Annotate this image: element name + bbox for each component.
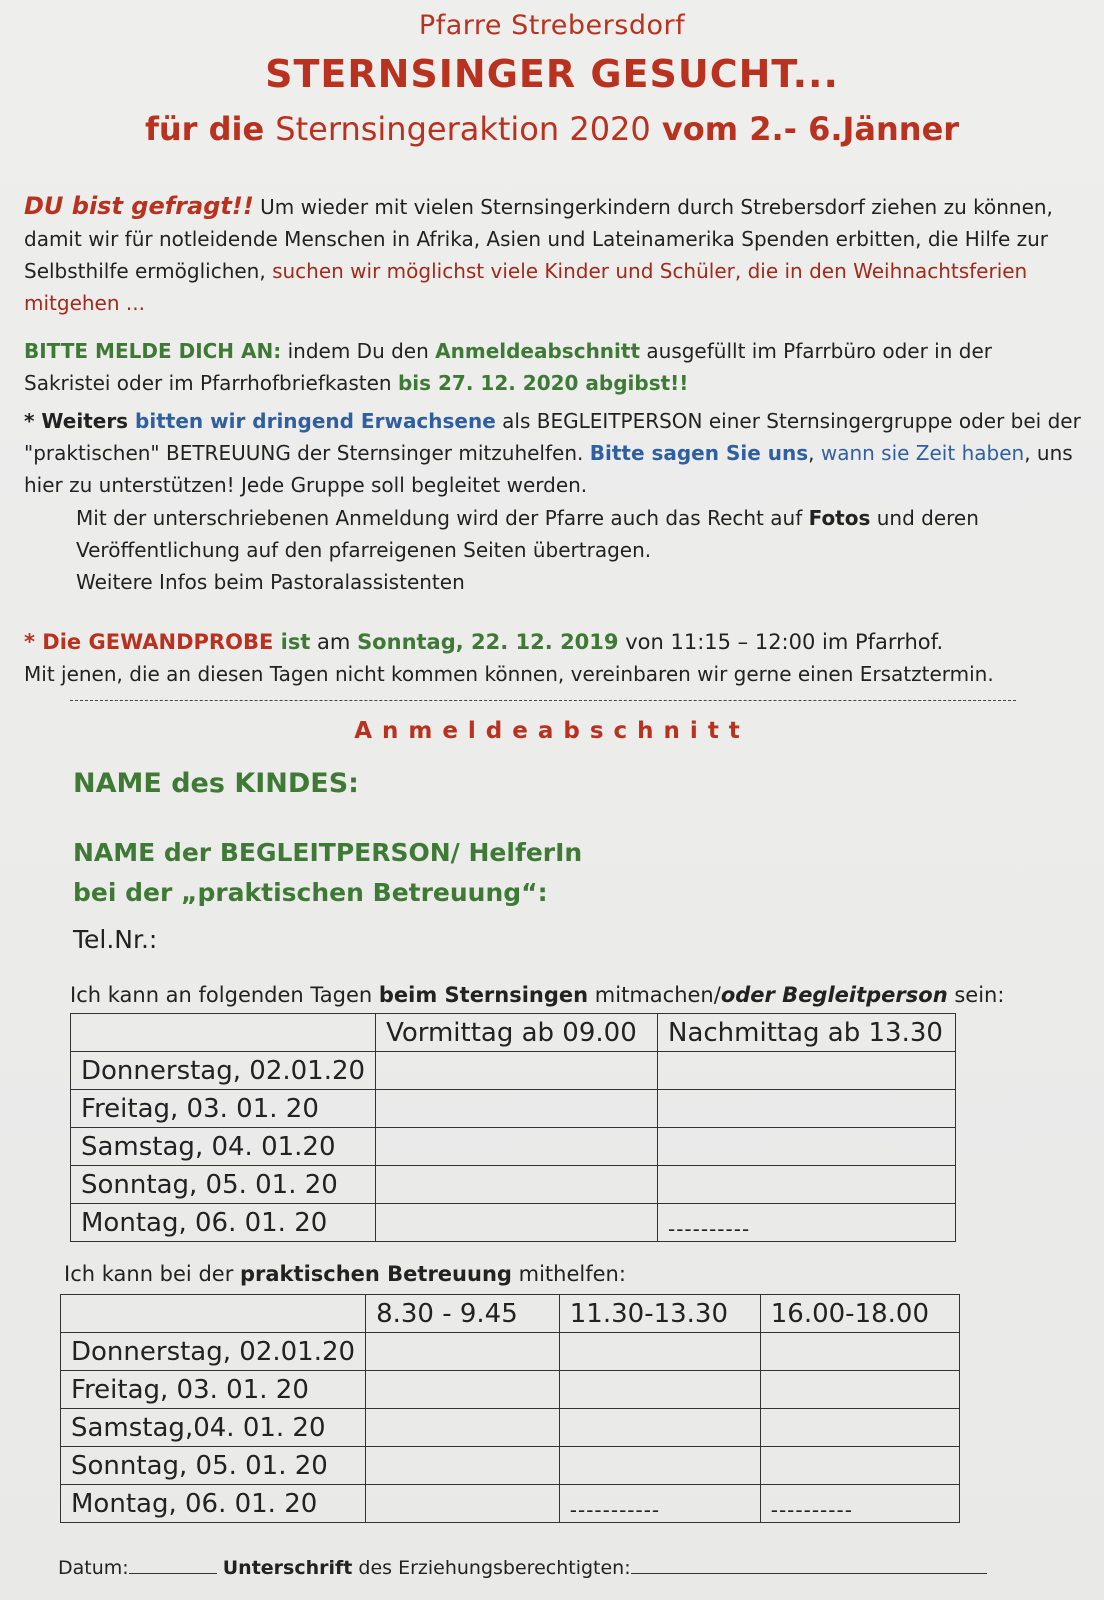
checkbox-cell[interactable] xyxy=(376,1052,658,1090)
checkbox-cell[interactable] xyxy=(658,1128,956,1166)
checkbox-cell[interactable] xyxy=(559,1371,760,1409)
date-field[interactable] xyxy=(129,1555,217,1574)
table2-intro xyxy=(64,1262,626,1286)
checkbox-cell[interactable] xyxy=(376,1204,658,1242)
checkbox-cell[interactable] xyxy=(760,1409,959,1447)
day-cell: Freitag, 03. 01. 20 xyxy=(71,1090,376,1128)
day-cell: Samstag, 04. 01.20 xyxy=(71,1128,376,1166)
checkbox-cell[interactable] xyxy=(559,1333,760,1371)
signature-field[interactable] xyxy=(631,1555,987,1574)
intro-bold: beim Sternsingen xyxy=(378,983,589,1007)
signature-line xyxy=(58,1555,987,1579)
fitting-date: Sonntag, 22. 12. 2019 xyxy=(357,630,619,654)
intro-text: mitmachen/ xyxy=(588,983,721,1007)
checkbox-cell[interactable] xyxy=(559,1409,760,1447)
table-row xyxy=(61,1333,960,1371)
fitting-ist: ist xyxy=(273,630,311,654)
adults-weiters: Weiters xyxy=(41,409,136,433)
signature-label-bold: Unterschrift xyxy=(222,1557,353,1579)
table-row xyxy=(71,1166,956,1204)
checkbox-cell[interactable] xyxy=(559,1447,760,1485)
checkbox-cell[interactable] xyxy=(658,1090,956,1128)
checkbox-cell[interactable] xyxy=(658,1052,956,1090)
adults-ask: Bitte sagen Sie uns xyxy=(589,441,809,465)
photo-word: Fotos xyxy=(808,506,871,530)
header-cell: 8.30 - 9.45 xyxy=(366,1295,560,1333)
unavailable-cell: ---------- xyxy=(658,1204,956,1242)
checkbox-cell[interactable] xyxy=(366,1485,560,1523)
intro-bold: praktischen Betreuung xyxy=(240,1262,512,1286)
bullet-star: * xyxy=(24,409,42,433)
singing-days-table xyxy=(70,1013,956,1242)
intro-text: Ich kann bei der xyxy=(64,1262,240,1286)
table-row xyxy=(71,1128,956,1166)
table-header-row xyxy=(61,1295,960,1333)
companion-name-label-2: bei der „praktischen Betreuung“: xyxy=(73,878,548,907)
table-header-row xyxy=(71,1014,956,1052)
table-row xyxy=(71,1052,956,1090)
signup-text: indem Du den xyxy=(281,339,436,363)
intro-paragraph xyxy=(24,190,1084,319)
photo-consent xyxy=(76,502,1076,598)
checkbox-cell[interactable] xyxy=(366,1447,560,1485)
fitting-alt: Mit jenen, die an diesen Tagen nicht kommen können, vereinbaren wir gerne einen Ersatztermin. xyxy=(24,662,994,686)
signup-deadline: bis 27. 12. 2020 abgibst!! xyxy=(397,371,689,395)
subtitle-part: Sternsingeraktion 2020 xyxy=(275,110,651,148)
form-heading: Anmeldeabschnitt xyxy=(354,718,750,744)
checkbox-cell[interactable] xyxy=(376,1128,658,1166)
header-cell: 11.30-13.30 xyxy=(559,1295,760,1333)
checkbox-cell[interactable] xyxy=(658,1166,956,1204)
table-row xyxy=(61,1485,960,1523)
signup-paragraph xyxy=(24,335,1084,399)
header-cell xyxy=(61,1295,366,1333)
signature-label: des Erziehungsberechtigten: xyxy=(352,1557,631,1579)
table-row xyxy=(61,1409,960,1447)
phone-label: Tel.Nr.: xyxy=(73,925,158,954)
checkbox-cell[interactable] xyxy=(366,1409,560,1447)
fitting-time: von 11:15 – 12:00 im Pfarrhof. xyxy=(618,630,944,654)
header-cell: Nachmittag ab 13.30 xyxy=(658,1014,956,1052)
header-cell: 16.00-18.00 xyxy=(760,1295,959,1333)
subtitle-part: für die xyxy=(144,110,276,148)
adults-paragraph xyxy=(24,405,1084,501)
companion-name-label: NAME der BEGLEITPERSON/ HelferIn xyxy=(73,838,583,867)
checkbox-cell[interactable] xyxy=(760,1447,959,1485)
unavailable-cell: ---------- xyxy=(760,1485,959,1523)
day-cell: Donnerstag, 02.01.20 xyxy=(61,1333,366,1371)
intro-text: Ich kann an folgenden Tagen xyxy=(70,983,379,1007)
checkbox-cell[interactable] xyxy=(376,1166,658,1204)
signup-lead: BITTE MELDE DICH AN: xyxy=(24,339,282,363)
header-cell: Vormittag ab 09.00 xyxy=(376,1014,658,1052)
adults-text: , uns hier zu unterstützen! Jede Gruppe soll begleitet werden. xyxy=(24,441,1073,497)
fitting-paragraph xyxy=(24,626,1084,690)
unavailable-cell: ----------- xyxy=(559,1485,760,1523)
checkbox-cell[interactable] xyxy=(760,1333,959,1371)
date-label: Datum: xyxy=(58,1557,129,1579)
cut-line xyxy=(70,700,1016,701)
adults-request: bitten wir dringend Erwachsene xyxy=(135,409,496,433)
day-cell: Donnerstag, 02.01.20 xyxy=(71,1052,376,1090)
day-cell: Montag, 06. 01. 20 xyxy=(71,1204,376,1242)
checkbox-cell[interactable] xyxy=(376,1090,658,1128)
care-times-table xyxy=(60,1294,960,1523)
page-subtitle xyxy=(0,110,1104,148)
photo-text: Mit der unterschriebenen Anmeldung wird der Pfarre auch das Recht auf xyxy=(76,506,809,530)
adults-text: als BEGLEITPERSON einer Sternsingergruppe oder bei der "praktischen" BETREUUNG der Sternsinger mitzuhelfen. xyxy=(24,409,1081,465)
table1-intro xyxy=(70,983,1004,1007)
child-name-label: NAME des KINDES: xyxy=(73,768,359,799)
intro-bold: oder Begleitperson xyxy=(720,983,948,1007)
day-cell: Sonntag, 05. 01. 20 xyxy=(61,1447,366,1485)
day-cell: Montag, 06. 01. 20 xyxy=(61,1485,366,1523)
subtitle-part: vom 2.- 6.Jänner xyxy=(650,110,960,148)
signup-text: ausgefüllt im Pfarrbüro oder in der Sakristei oder im Pfarrhofbriefkasten xyxy=(24,339,992,395)
fitting-am: am xyxy=(310,630,358,654)
intro-text: sein: xyxy=(947,983,1005,1007)
table-row xyxy=(71,1204,956,1242)
checkbox-cell[interactable] xyxy=(366,1333,560,1371)
fitting-name: Die GEWANDPROBE xyxy=(42,630,274,654)
header-cell xyxy=(71,1014,376,1052)
table-row xyxy=(71,1090,956,1128)
adults-comma: , xyxy=(808,441,821,465)
intro-text: mithelfen: xyxy=(511,1262,626,1286)
intro-lead: DU bist gefragt!! xyxy=(24,192,254,220)
table-row xyxy=(61,1371,960,1409)
info-line: Weitere Infos beim Pastoralassistenten xyxy=(76,570,465,594)
intro-text: Um wieder mit vielen Sternsingerkindern durch Strebersdorf ziehen zu können, damit wir für notleidende Menschen in Afrika, Asien und Lateinamerika Spenden erbitten, die Hilfe zur Selbsthilfe ermöglichen, xyxy=(24,195,1053,283)
adults-when: wann sie Zeit haben xyxy=(820,441,1025,465)
checkbox-cell[interactable] xyxy=(760,1371,959,1409)
day-cell: Freitag, 03. 01. 20 xyxy=(61,1371,366,1409)
photo-text: und deren Veröffentlichung auf den pfarreigenen Seiten übertragen. xyxy=(76,506,979,562)
signup-form-word: Anmeldeabschnitt xyxy=(435,339,641,363)
parish-name: Pfarre Strebersdorf xyxy=(418,10,686,41)
intro-highlight: suchen wir möglichst viele Kinder und Schüler, die in den Weihnachtsferien mitgehen ... xyxy=(24,259,1028,315)
page-title: STERNSINGER GESUCHT... xyxy=(265,52,839,96)
bullet-star: * xyxy=(24,630,43,654)
checkbox-cell[interactable] xyxy=(366,1371,560,1409)
table-row xyxy=(61,1447,960,1485)
day-cell: Samstag,04. 01. 20 xyxy=(61,1409,366,1447)
day-cell: Sonntag, 05. 01. 20 xyxy=(71,1166,376,1204)
